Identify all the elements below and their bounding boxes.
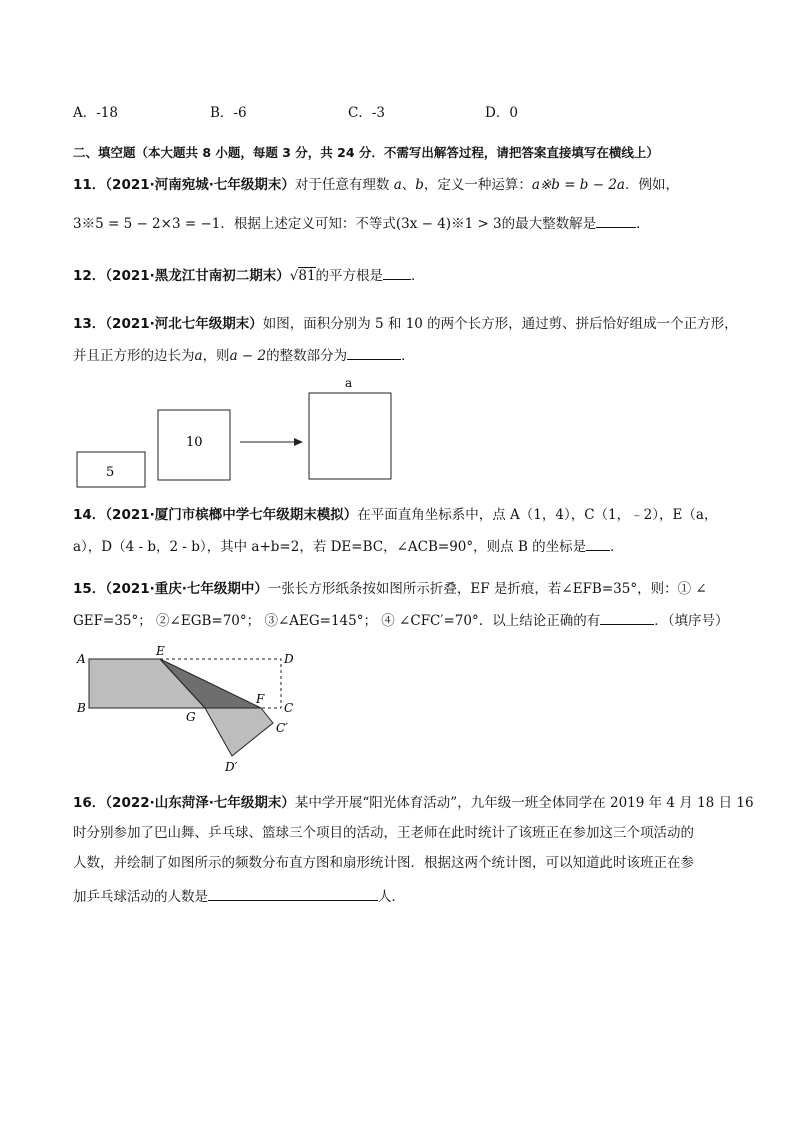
q11-text: 对于任意有理数 xyxy=(294,177,390,193)
q16-line3: 人数，并绘制了如图所示的频数分布直方图和扇形统计图．根据这两个统计图，可以知道此时该班正在参 xyxy=(73,855,694,871)
q11-text: ，定义一种运算： xyxy=(423,177,532,193)
q16-line4 xyxy=(73,886,405,907)
q14-end: ． xyxy=(610,539,624,555)
q12-source: （2021·黑龙江甘南初二期末） xyxy=(105,268,290,284)
q12-radicand: 81 xyxy=(298,268,316,284)
option-b: B．-6 xyxy=(210,105,247,121)
q11-source: （2021·河南宛城·七年级期末） xyxy=(105,177,295,193)
label-E: E xyxy=(156,644,165,658)
label-F: F xyxy=(256,692,265,706)
section-heading: 二、填空题（本大题共 8 小题，每题 3 分，共 24 分．不需写出解答过程，请把答案直接填写在横线上） xyxy=(73,145,659,160)
q16-line1 xyxy=(73,793,754,813)
q12-end: ． xyxy=(411,268,425,284)
q16-source: （2022·山东菏泽·七年级期末） xyxy=(105,795,295,811)
q11-definition: a※b = b − 2a xyxy=(531,177,625,193)
label-D: D xyxy=(284,652,294,666)
q11-text: ．根据上述定义可知：不等式 xyxy=(220,216,396,232)
q16-answer-blank[interactable] xyxy=(208,886,378,901)
q11-number: 11． xyxy=(73,177,106,193)
q15-number: 15． xyxy=(73,581,106,597)
q11-example: 3※5 = 5 − 2×3 = −1 xyxy=(73,216,221,232)
q15-end: ．（填序号） xyxy=(654,613,729,629)
label-C: C xyxy=(284,701,294,715)
q11-line1: 11．（2021·河南宛城·七年级期末）对于任意有理数 a、b，定义一种运算：a※b = b − 2a．例如， xyxy=(73,177,679,193)
q13-end: ． xyxy=(401,348,415,364)
q11-text: 的最大整数解是 xyxy=(501,216,597,232)
label-5: 5 xyxy=(106,465,115,480)
label-10: 10 xyxy=(186,435,203,450)
q13-text: ，则 xyxy=(202,348,230,364)
label-A: A xyxy=(77,652,86,666)
q16-text: 某中学开展“阳光体育活动”，九年级一班全体同学在 2019 年 4 月 18 日 16 xyxy=(294,795,754,811)
option-c: C．-3 xyxy=(348,105,385,121)
q15-text: GEF=35°； ②∠EGB=70°； ③∠AEG=145°； ④ ∠CFC′=70°．以上结论正确的有 xyxy=(73,613,601,629)
folded-part xyxy=(205,708,273,756)
option-a: A．-18 xyxy=(73,105,118,121)
option-d: D．0 xyxy=(485,105,518,121)
label-D-prime: D′ xyxy=(225,760,238,774)
q16-line2: 时分别参加了巴山舞、乒乓球、篮球三个项目的活动，王老师在此时统计了该班正在参加这三个项活动的 xyxy=(73,825,694,841)
q13-text: 如图，面积分别为 5 和 10 的两个长方形，通过剪、拼后恰好组成一个正方形， xyxy=(262,316,738,332)
q16-number: 16． xyxy=(73,795,106,811)
q16-text: 加乒乓球活动的人数是 xyxy=(73,889,208,905)
label-B: B xyxy=(77,701,86,715)
q15-text: 一张长方形纸条按如图所示折叠，EF 是折痕，若∠EFB=35°，则：① ∠ xyxy=(267,581,707,597)
q12-text: 的平方根是 xyxy=(315,268,384,284)
var-a: a xyxy=(194,348,203,364)
q12-number: 12． xyxy=(73,268,106,284)
q14-source: （2021·厦门市槟榔中学七年级期末模拟） xyxy=(105,507,358,523)
sqrt-symbol: √ xyxy=(289,268,299,284)
q11-inequality: (3x − 4)※1 > 3 xyxy=(395,216,502,232)
q14-number: 14． xyxy=(73,507,106,523)
q15-source: （2021·重庆·七年级期中） xyxy=(105,581,268,597)
label-C-prime: C′ xyxy=(276,721,288,735)
label-side-a: a xyxy=(345,376,353,390)
q16-end: 人． xyxy=(378,889,405,905)
q13-expression: a − 2 xyxy=(229,348,267,364)
var-a: a xyxy=(393,177,402,193)
q13-text: 并且正方形的边长为 xyxy=(73,348,195,364)
label-G: G xyxy=(186,710,196,724)
q11-end: ． xyxy=(636,216,650,232)
q11-text: ．例如， xyxy=(624,177,679,193)
q14-text: a），D（4 - b，2 - b），其中 a+b=2，若 DE=BC，∠ACB=90°，则点 B 的坐标是 xyxy=(73,539,587,555)
q13-source: （2021·河北七年级期末） xyxy=(105,316,263,332)
q13-number: 13． xyxy=(73,316,106,332)
var-b: b xyxy=(415,177,424,193)
q14-text: 在平面直角坐标系中，点 A（1，4），C（1，﹣2），E（a， xyxy=(357,507,718,523)
q13-text: 的整数部分为 xyxy=(266,348,348,364)
